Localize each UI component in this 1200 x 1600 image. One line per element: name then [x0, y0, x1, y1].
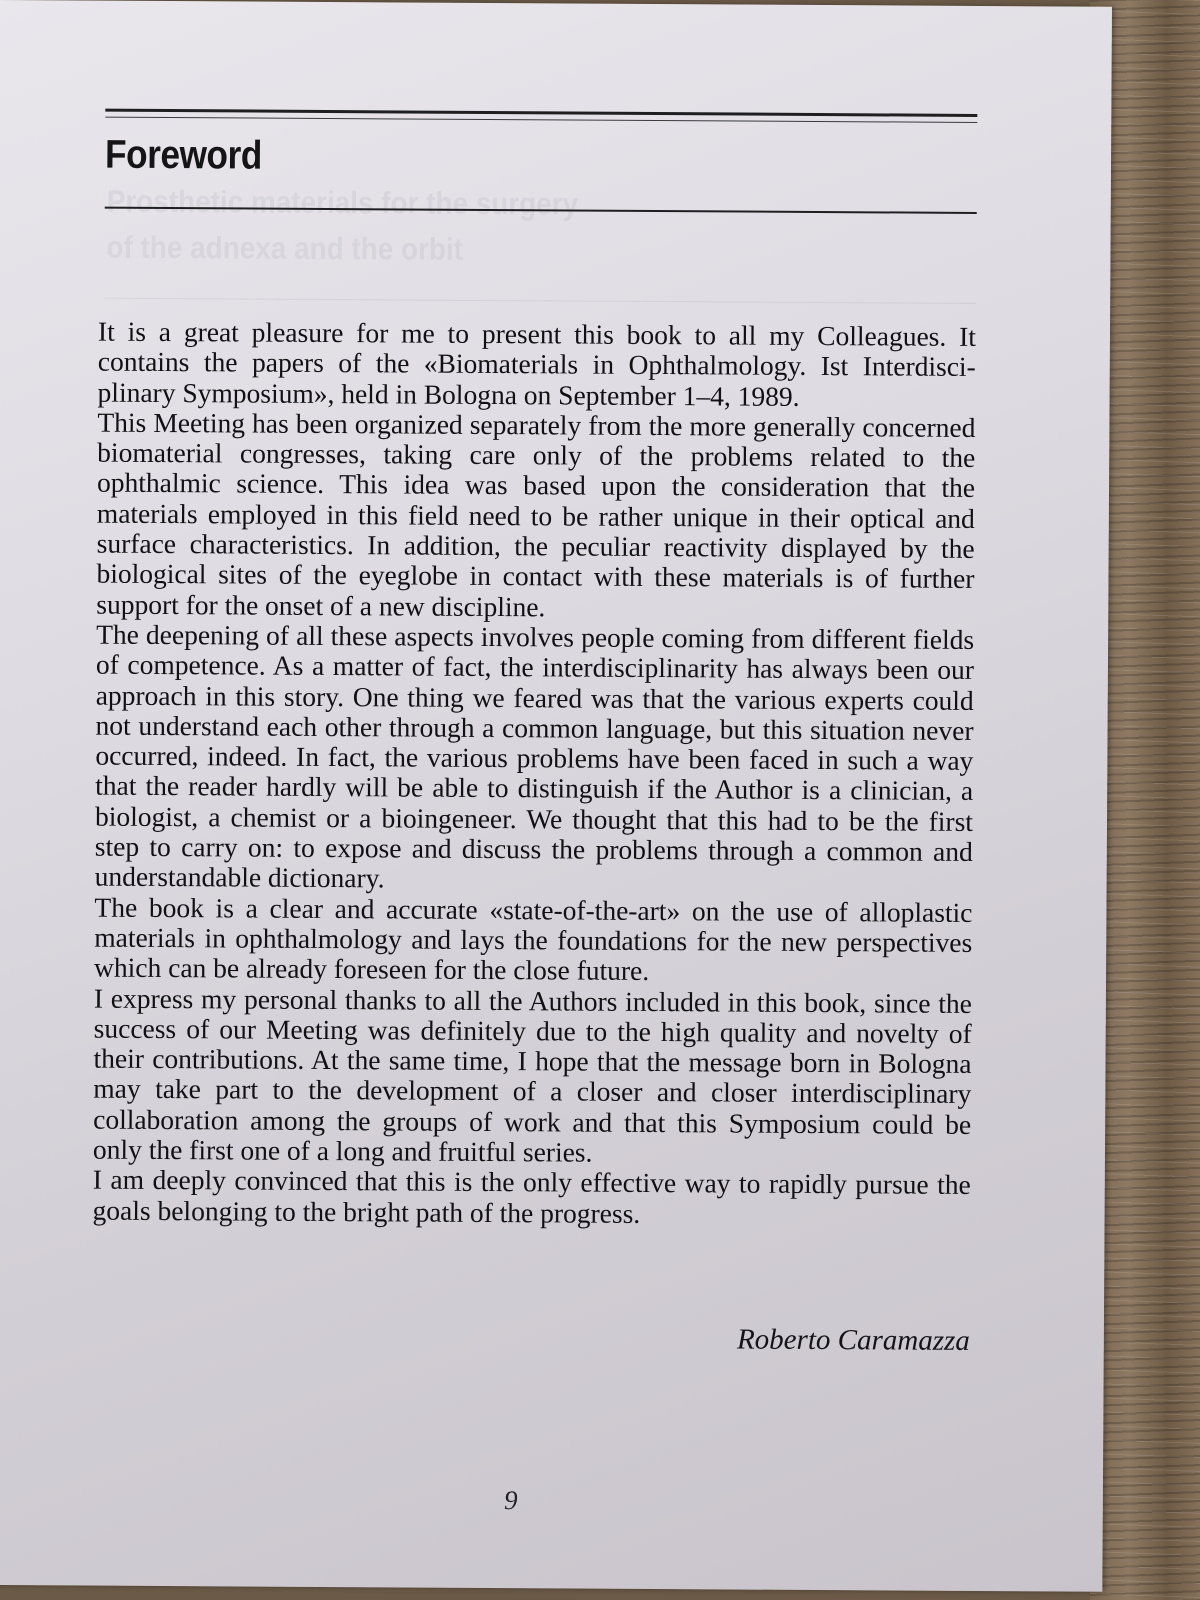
paragraph-2: This Meeting has been organized separately from the more generally concerned biomaterial congresses, taking care only of the problems related to the ophthalmic science. This idea was based upon the consideration that the materials employed in this field need to be rather unique in their optical and surface characteristics. In addition, the peculiar reactivity displayed by the biological sites of the eyeglobe in contact with these materials is of further support for the onset of a new discipline.: [96, 406, 976, 623]
paragraph-6: I am deeply convinced that this is the only effective way to rapidly pursue the goals belonging to the bright path of the progress.: [92, 1163, 971, 1229]
paragraph-3: The deepening of all these aspects involves people coming from different fields of competence. As a matter of fact, the interdisciplinarity has always been our approach in this story. One thing we feared was that the various experts could not understand each other through a common language, but this situation never occurred, indeed. In fact, the various problems have been faced in such a way that the reader hardly will be able to distinguish if the Author is a clinician, a biologist, a chemist or a bioingeneer. We thought that this had to be the first step to carry on: to expose and discuss the problems through a common and understandable dictionary.: [94, 618, 975, 894]
paragraph-4: The book is a clear and accurate «state-of-the-art» on the use of alloplastic materials in ophthalmology and lays the foundations for the new perspectives which can be already foreseen for the close future.: [93, 891, 973, 987]
show-through-line-1: Prosthetic materials for the surgery: [106, 183, 579, 222]
header-rule-thick: [105, 109, 977, 117]
paragraph-1: It is a great pleasure for me to present this book to all my Colleagues. It contains the papers of the «Biomaterials in Ophthalmology. Ist Interdisci-plinary Symposium», held in Bologna on September 1–4, 1989.: [97, 315, 977, 412]
show-through-text: [106, 179, 578, 274]
page-number: 9: [504, 1485, 518, 1516]
show-through-rule: [104, 298, 976, 304]
foreword-body: [93, 317, 977, 1231]
header-rule-thin: [105, 117, 977, 123]
page-title: Foreword: [104, 132, 263, 178]
paragraph-5: I express my personal thanks to all the Authors included in this book, since the success of our Meeting was definitely due to the high quality and novelty of their contributions. At the same time, I hope that the message born in Bologna may take part to the development of a closer and closer interdisciplinary collaboration among the groups of work and that this Symposium could be only the first one of a long and fruitful series.: [92, 982, 972, 1168]
author-signature: Roberto Caramazza: [736, 1323, 970, 1357]
show-through-line-2: of the adnexa and the orbit: [106, 229, 464, 267]
